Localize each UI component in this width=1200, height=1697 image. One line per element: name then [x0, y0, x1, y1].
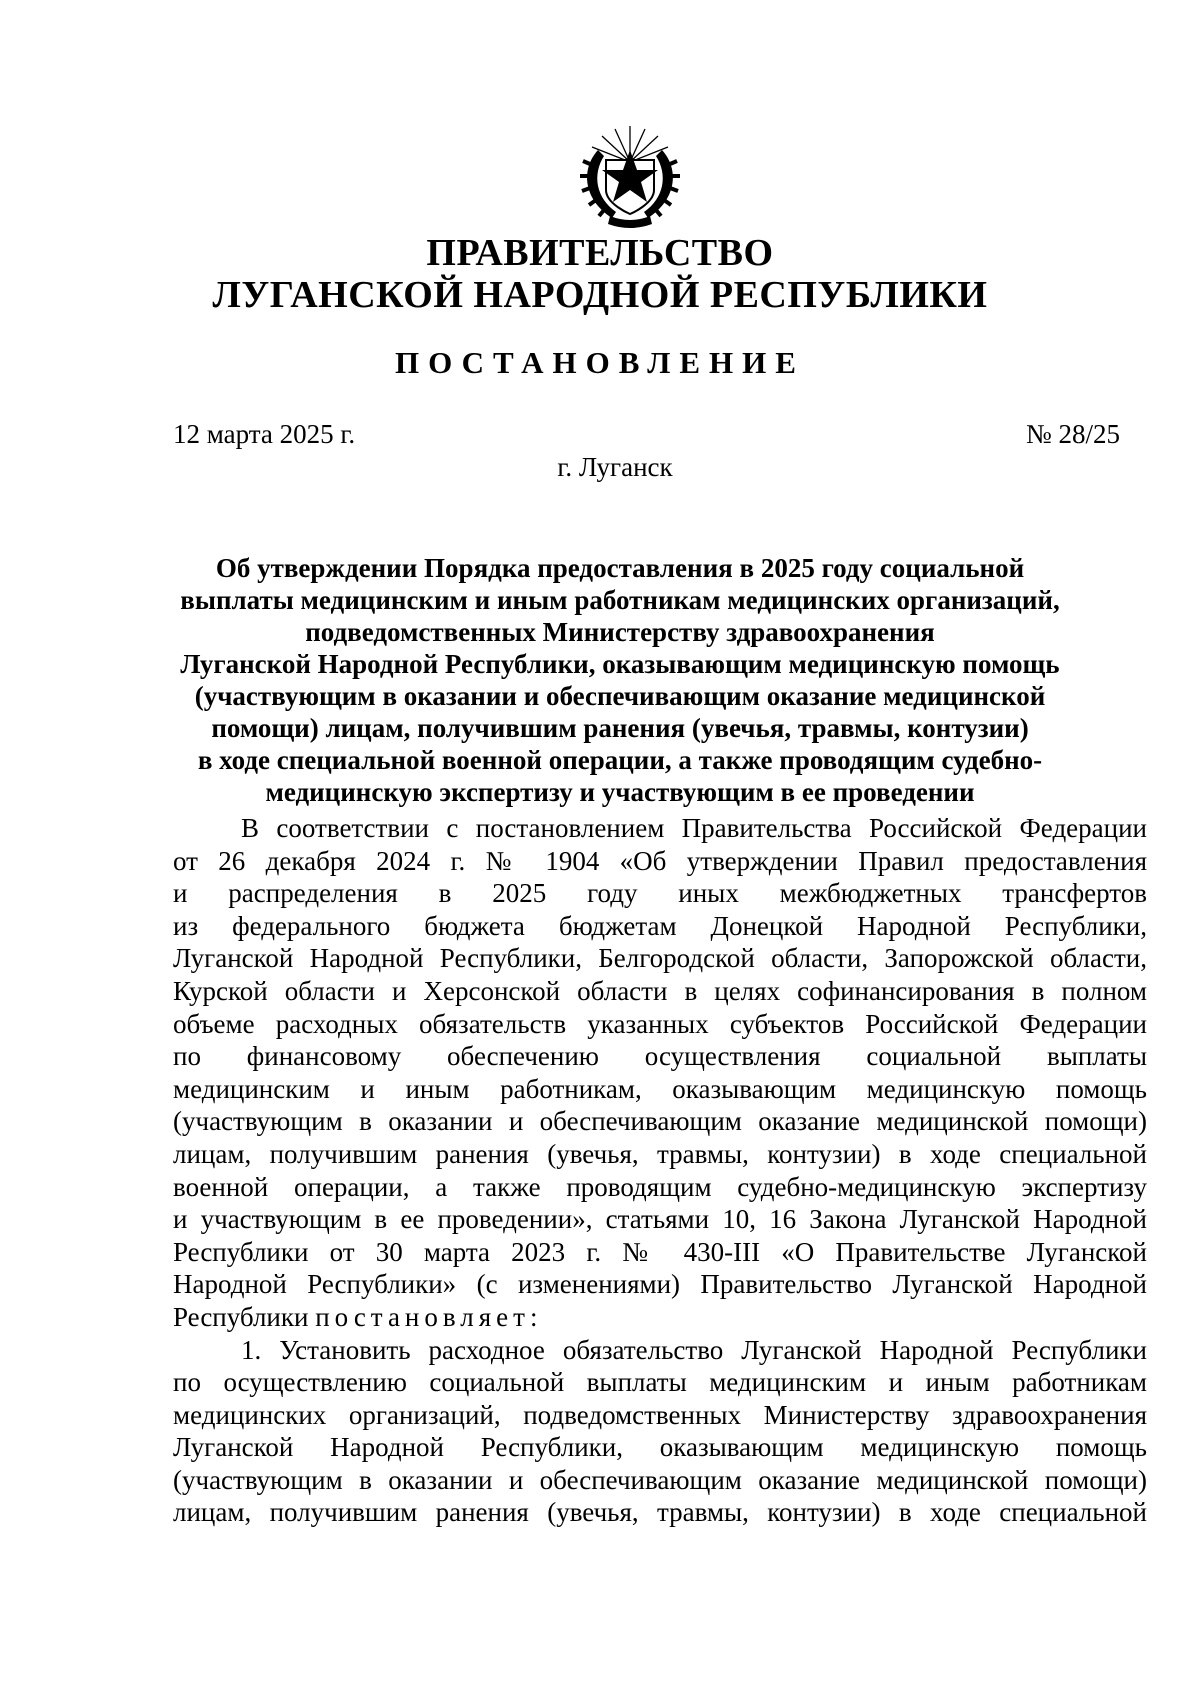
item-1-line: 1. Установить расходное обязательство Луганской Народной Республики: [241, 1334, 1147, 1365]
preamble-line: лицам, получившим ранения (увечья, травмы, контузии) в ходе специальной: [173, 1138, 1147, 1169]
preamble-line: по финансовому обеспечению осуществления социальной выплаты: [173, 1041, 1147, 1072]
subject-line: в ходе специальной военной операции, а также проводящим судебно-: [197, 745, 1043, 775]
document-date: 12 марта 2025 г.: [173, 419, 356, 449]
item-1-line: (участвующим в оказании и обеспечивающим оказание медицинской помощи): [173, 1464, 1147, 1495]
preamble-line: объеме расходных обязательств указанных субъектов Российской Федерации: [173, 1008, 1147, 1039]
item-1-line: по осуществлению социальной выплаты медицинским и иным работникам: [173, 1367, 1147, 1398]
preamble-line: и распределения в 2025 году иных межбюджетных трансфертов: [173, 878, 1147, 909]
subject-line: медицинскую экспертизу и участвующим в ее проведении: [265, 777, 975, 807]
preamble-line: военной операции, а также проводящим судебно-медицинскую экспертизу: [173, 1171, 1147, 1202]
item-1-line: лицам, получившим ранения (увечья, травмы, контузии) в ходе специальной: [173, 1497, 1147, 1528]
resolution-word: постановляет:: [315, 1301, 543, 1332]
government-title-line1: ПРАВИТЕЛЬСТВО: [426, 232, 774, 274]
preamble-final-prefix: Республики: [173, 1301, 316, 1332]
preamble-line: В соответствии с постановлением Правительства Российской Федерации: [241, 813, 1147, 843]
preamble-line: (участвующим в оказании и обеспечивающим оказание медицинской помощи): [173, 1106, 1147, 1137]
preamble-line: Республики от 30 марта 2023 г. № 430-III «О Правительстве Луганской: [173, 1236, 1147, 1267]
item-1-line: Луганской Народной Республики, оказывающим медицинскую помощь: [173, 1432, 1147, 1463]
preamble-line: Народной Республики» (с изменениями) Правительство Луганской Народной: [173, 1269, 1147, 1300]
coat-of-arms-emblem-icon: [570, 120, 690, 230]
subject-line: подведомственных Министерству здравоохранения: [305, 617, 935, 647]
document-type: ПОСТАНОВЛЕНИЕ: [395, 345, 805, 380]
preamble-line: от 26 декабря 2024 г. № 1904 «Об утверждении Правил предоставления: [173, 845, 1147, 876]
preamble-line: медицинским и иным работникам, оказывающим медицинскую помощь: [173, 1073, 1147, 1104]
preamble-line: Курской области и Херсонской области в целях софинансирования в полном: [173, 975, 1147, 1006]
government-title-line2: ЛУГАНСКОЙ НАРОДНОЙ РЕСПУБЛИКИ: [212, 274, 988, 316]
subject-line: (участвующим в оказании и обеспечивающим оказание медицинской: [194, 681, 1046, 711]
document-subject: [140, 552, 1100, 808]
subject-line: помощи) лицам, получившим ранения (увечья, травмы, контузии): [211, 713, 1029, 743]
subject-line: выплаты медицинским и иным работникам медицинских организаций,: [180, 585, 1060, 615]
document-city: г. Луганск: [557, 452, 673, 482]
preamble-final-line: [173, 1301, 1147, 1334]
preamble-line: и участвующим в ее проведении», статьями 10, 16 Закона Луганской Народной: [173, 1204, 1147, 1235]
item-1-line: медицинских организаций, подведомственных Министерству здравоохранения: [173, 1399, 1147, 1430]
preamble-line: Луганской Народной Республики, Белгородской области, Запорожской области,: [173, 943, 1147, 974]
subject-line: Об утверждении Порядка предоставления в 2025 году социальной: [215, 553, 1025, 583]
preamble-line: из федерального бюджета бюджетам Донецкой Народной Республики,: [173, 910, 1147, 941]
document-number: № 28/25: [1025, 419, 1120, 449]
document-body: [173, 812, 1147, 1529]
subject-line: Луганской Народной Республики, оказывающим медицинскую помощь: [180, 649, 1060, 679]
